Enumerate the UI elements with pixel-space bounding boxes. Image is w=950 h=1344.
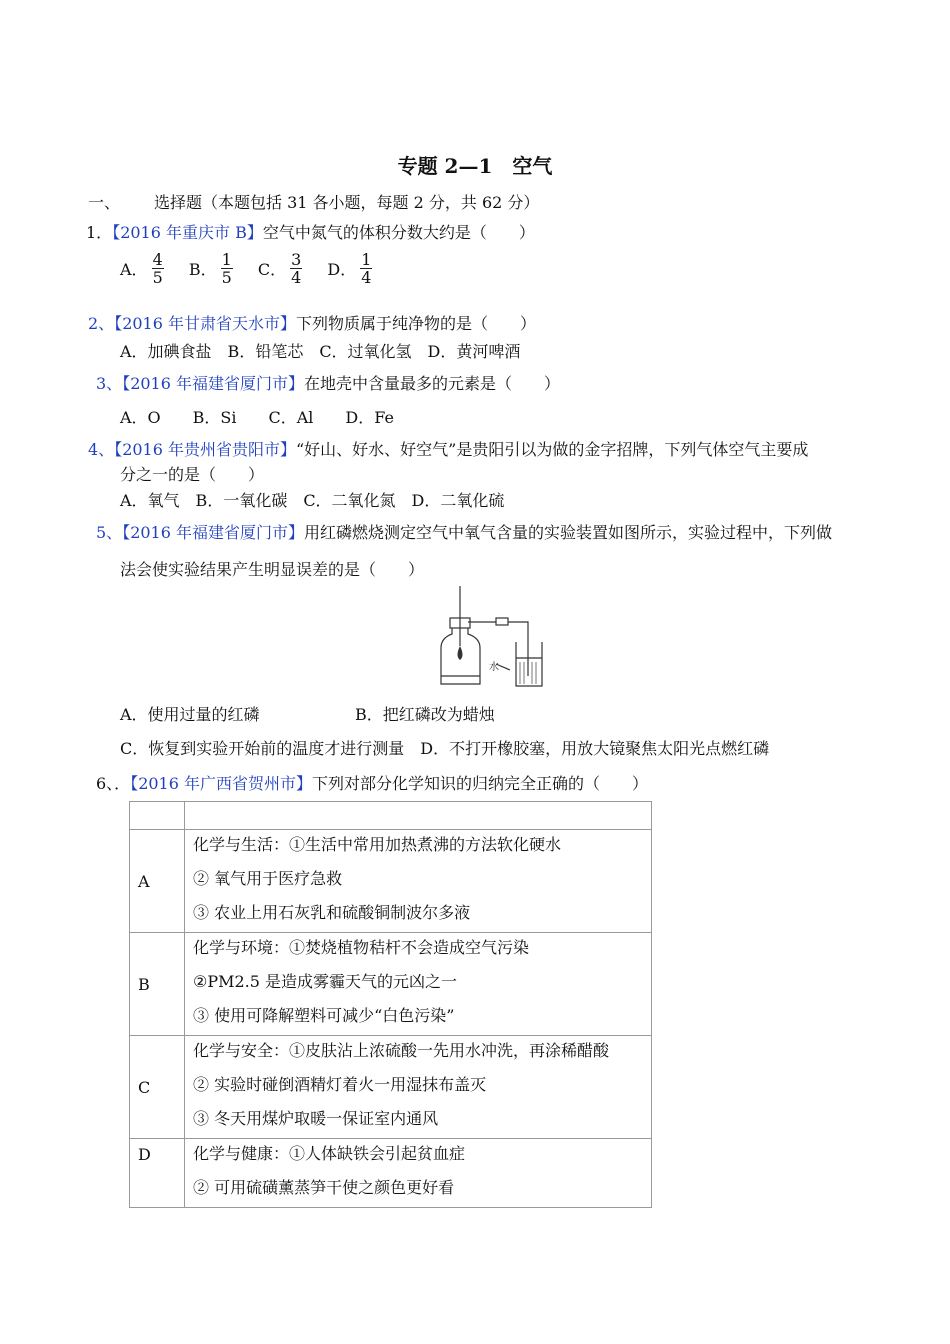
row-letter: B <box>130 933 185 1036</box>
row-line: 化学与健康：①人体缺铁会引起贫血症 <box>193 1144 466 1163</box>
question-6-stem <box>96 771 648 794</box>
question-1-stem <box>86 220 535 243</box>
apparatus-diagram <box>436 584 546 690</box>
question-2-stem <box>88 311 536 334</box>
row-line: ③ 冬天用煤炉取暖一保证室内通风 <box>193 1109 439 1128</box>
question-source: 【2016 年重庆市 B】 <box>112 223 263 242</box>
fraction-numerator: 4 <box>152 250 163 269</box>
section-heading: 选择题（本题包括 31 各小题，每题 2 分，共 62 分） <box>154 193 540 212</box>
question-1-options <box>120 251 378 286</box>
row-letter: C <box>130 1036 185 1139</box>
row-letter: A <box>130 830 185 933</box>
question-number: 5、 <box>96 523 123 542</box>
fraction-numerator: 3 <box>291 250 302 269</box>
question-text: 下列物质属于纯净物的是（ ） <box>296 314 537 333</box>
row-line: 化学与环境：①焚烧植物秸杆不会造成空气污染 <box>193 938 530 957</box>
question-number: 4、 <box>88 440 115 459</box>
question-3-stem <box>96 371 560 394</box>
row-content <box>185 933 652 1036</box>
knowledge-table <box>129 801 652 1208</box>
table-row <box>130 1139 652 1208</box>
row-letter: D <box>130 1139 185 1208</box>
question-source: 【2016 年福建省厦门市】 <box>122 523 304 542</box>
option-label: A． <box>120 260 148 279</box>
red-phosphorus <box>458 646 463 660</box>
question-text: 在地壳中含量最多的元素是（ ） <box>304 374 561 393</box>
table-row <box>130 830 652 933</box>
water-label: 水 <box>489 662 499 673</box>
row-line: ② 氧气用于医疗急救 <box>193 869 343 888</box>
option-label: D． <box>327 260 357 279</box>
row-content <box>185 1139 652 1208</box>
question-text: 空气中氮气的体积分数大约是（ ） <box>262 223 535 242</box>
question-text: 下列对部分化学知识的归纳完全正确的（ ） <box>312 774 649 793</box>
fraction-denominator: 5 <box>221 268 232 287</box>
question-5-stem <box>96 520 832 543</box>
question-source: 【2016 年甘肃省天水市】 <box>114 314 296 333</box>
question-5-option-a: A．使用过量的红磷 <box>120 705 260 724</box>
fraction <box>360 251 372 286</box>
question-number: 3、 <box>96 374 123 393</box>
question-text: 用红磷燃烧测定空气中氧气含量的实验装置如图所示，实验过程中，下列做 <box>304 523 833 542</box>
row-line: 化学与安全：①皮肤沾上浓硫酸一先用水冲洗，再涂稀醋酸 <box>193 1041 610 1060</box>
row-content <box>185 1036 652 1139</box>
table-row <box>130 933 652 1036</box>
question-5-options-cd: C．恢复到实验开始前的温度才进行测量 D．不打开橡胶塞，用放大镜聚焦太阳光点燃红磷 <box>120 739 770 758</box>
fraction <box>221 251 233 286</box>
fraction-numerator: 1 <box>361 250 372 269</box>
question-4-stem <box>88 437 808 460</box>
question-number: 2、 <box>88 314 115 333</box>
question-2-options: A．加碘食盐 B．铅笔芯 C．过氧化氢 D．黄河啤酒 <box>120 342 521 361</box>
fraction <box>290 251 302 286</box>
row-line: ②PM2.5 是造成雾霾天气的元凶之一 <box>193 972 458 991</box>
question-number: 1． <box>86 223 113 242</box>
fraction-denominator: 4 <box>291 268 302 287</box>
question-3-options: A．O B．Si C．Al D．Fe <box>120 408 394 427</box>
table-cell <box>130 802 185 830</box>
page-title: 专题 2—1 空气 <box>397 154 553 178</box>
table-header-row <box>130 802 652 830</box>
row-content <box>185 830 652 933</box>
fraction <box>152 251 164 286</box>
option-label: B． <box>188 260 217 279</box>
question-5-stem-continued: 法会使实验结果产生明显误差的是（ ） <box>120 560 425 579</box>
question-4-stem-continued: 分之一的是（ ） <box>120 465 265 484</box>
fraction-denominator: 4 <box>361 268 372 287</box>
question-source: 【2016 年广西省贺州市】 <box>130 774 312 793</box>
question-5-option-b: B．把红磷改为蜡烛 <box>355 705 495 724</box>
question-source: 【2016 年贵州省贵阳市】 <box>114 440 296 459</box>
question-text: “好山、好水、好空气”是贵阳引以为做的金字招牌，下列气体空气主要成 <box>296 440 809 459</box>
row-line: ③ 使用可降解塑料可减少“白色污染” <box>193 1006 455 1025</box>
question-source: 【2016 年福建省厦门市】 <box>122 374 304 393</box>
table-row <box>130 1036 652 1139</box>
row-line: ② 可用硫磺薰蒸笋干使之颜色更好看 <box>193 1178 455 1197</box>
fraction-denominator: 5 <box>152 268 163 287</box>
section-number: 一、 <box>88 193 121 212</box>
row-line: 化学与生活：①生活中常用加热煮沸的方法软化硬水 <box>193 835 562 854</box>
option-label: C． <box>257 260 287 279</box>
table-cell <box>185 802 652 830</box>
clamp <box>496 618 508 625</box>
question-number: 6、． <box>96 774 131 793</box>
question-4-options: A．氧气 B．一氧化碳 C．二氧化氮 D．二氧化硫 <box>120 491 505 510</box>
row-line: ③ 农业上用石灰乳和硫酸铜制波尔多液 <box>193 903 471 922</box>
fraction-numerator: 1 <box>221 250 232 269</box>
row-line: ② 实验时碰倒酒精灯着火一用湿抹布盖灭 <box>193 1075 487 1094</box>
